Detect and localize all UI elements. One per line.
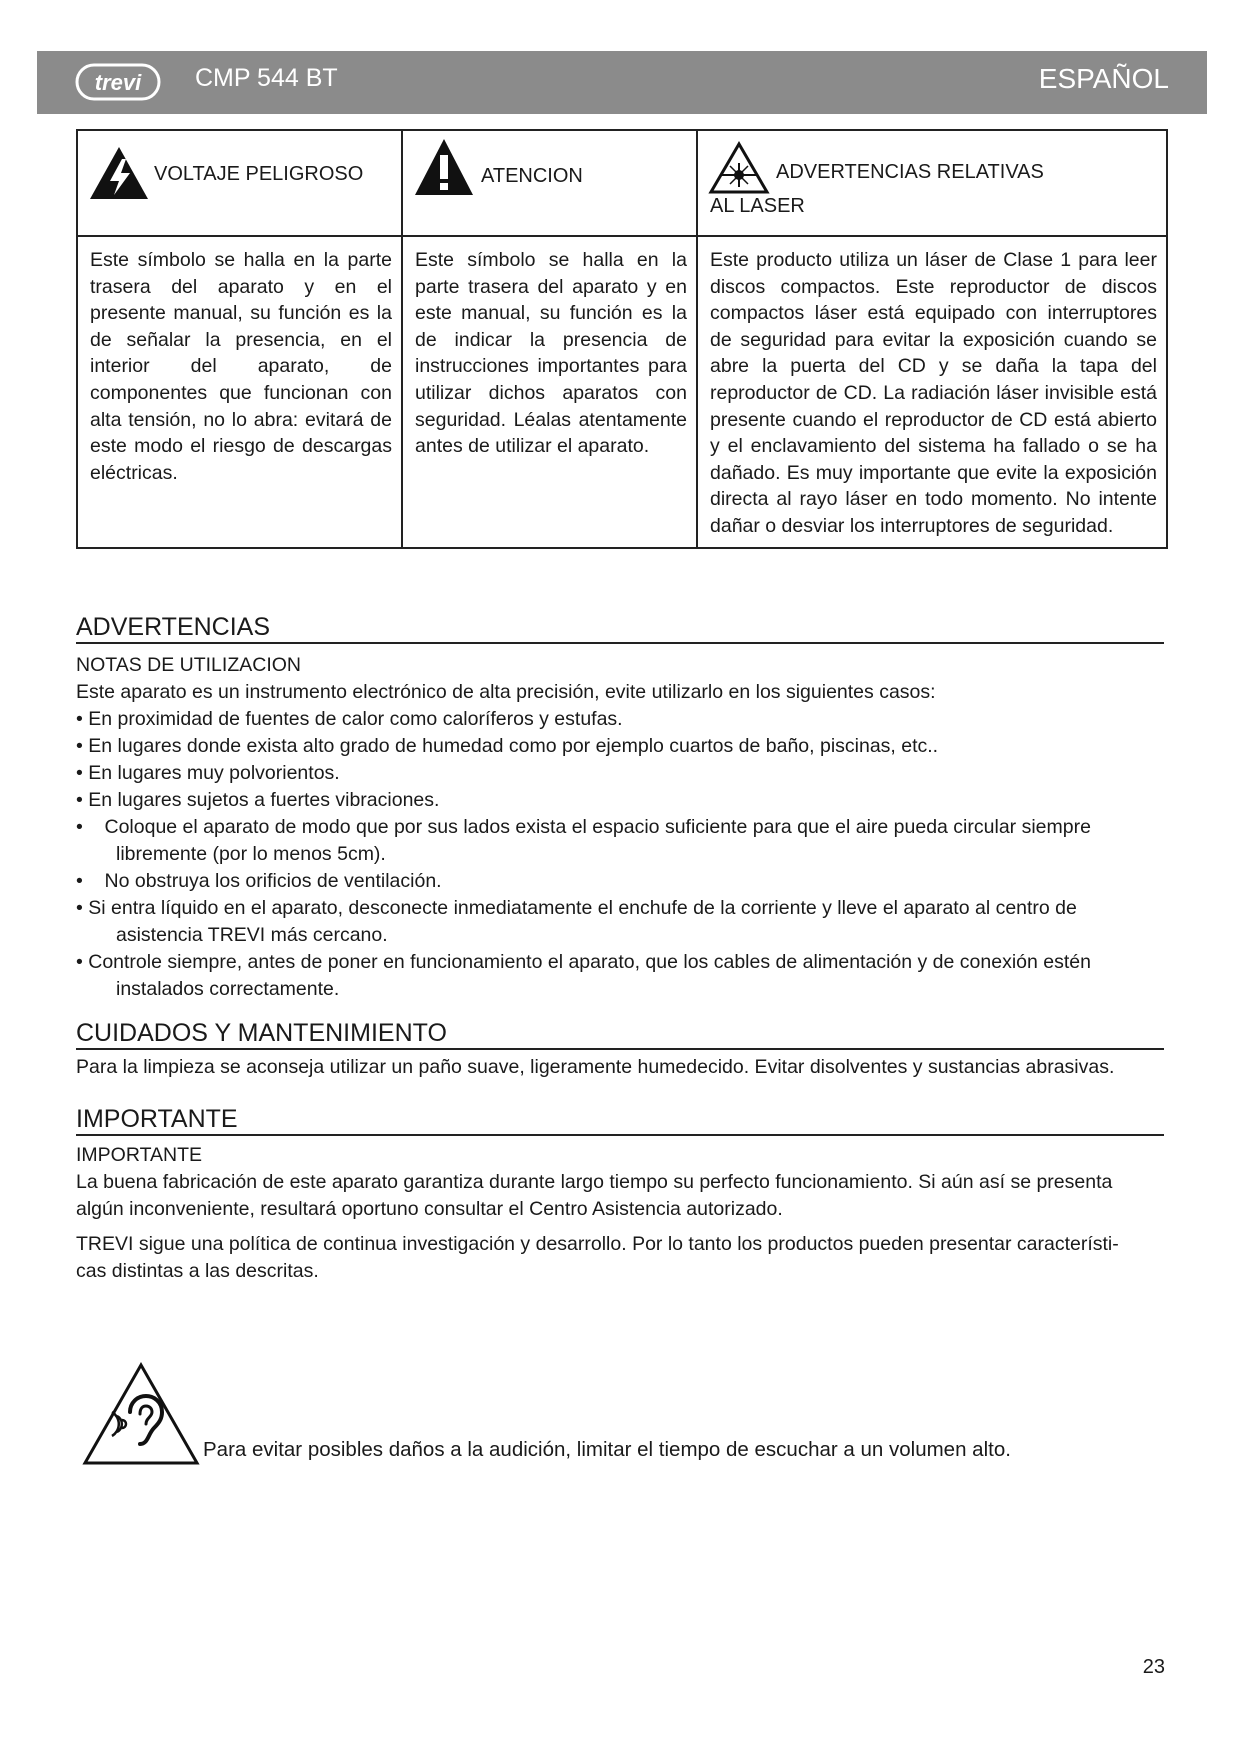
importante-subtitle: IMPORTANTE xyxy=(76,1144,203,1166)
hearing-warning-icon xyxy=(82,1362,200,1466)
list-item-continuation: libremente (por lo menos 5cm). xyxy=(116,843,386,865)
voltage-header-cell xyxy=(77,130,402,236)
exclamation-icon xyxy=(413,137,475,199)
importante-heading: IMPORTANTE xyxy=(76,1104,1164,1136)
laser-icon xyxy=(708,141,770,195)
language-label: ESPAÑOL xyxy=(1038,63,1169,94)
advertencias-section xyxy=(76,652,1166,1003)
svg-text:trevi: trevi xyxy=(94,70,142,95)
voltage-title: VOLTAJE PELIGROSO xyxy=(154,163,364,185)
list-item: • No obstruya los orificios de ventilación. xyxy=(76,870,442,892)
importante-section xyxy=(76,1142,1166,1285)
trevi-logo xyxy=(75,63,161,101)
header-bar xyxy=(37,51,1207,114)
advertencias-heading: ADVERTENCIAS xyxy=(76,612,1164,644)
advertencias-subtitle: NOTAS DE UTILIZACION xyxy=(76,654,301,676)
list-item: • Controle siempre, antes de poner en funcionamiento el aparato, que los cables de alimentación y de conexión estén xyxy=(76,951,1091,973)
warning-table xyxy=(76,129,1168,549)
importante-paragraph-1-line-2: algún inconveniente, resultará oportuno consultar el Centro Asistencia autorizado. xyxy=(76,1198,783,1220)
laser-description: Este producto utiliza un láser de Clase 1 para leer discos compactos. Este reproductor de discos compactos láser está equipado con interruptores de seguridad para evitar la exposición cuando se abre la puerta del CD y se daña la tapa del reproductor de CD. La radiación láser invisible está presente cuando el reproductor de CD está abierto y el enclavamiento del sistema ha fallado o se ha dañado. Es muy importante que evite la exposición directa al rayo láser en todo momento. No intente dañar o desviar los interruptores de seguridad. xyxy=(697,236,1167,548)
cuidados-text: Para la limpieza se aconseja utilizar un paño suave, ligeramente humedecido. Evitar disolventes y sustancias abrasivas. xyxy=(76,1056,1115,1078)
list-item: • En proximidad de fuentes de calor como caloríferos y estufas. xyxy=(76,708,623,730)
list-item: • Coloque el aparato de modo que por sus lados exista el espacio suficiente para que el aire pueda circular siempre xyxy=(76,816,1091,838)
laser-title-line2: AL LASER xyxy=(710,195,805,217)
attention-title: ATENCION xyxy=(481,165,583,187)
importante-paragraph-2-line-2: cas distintas a las descritas. xyxy=(76,1260,319,1282)
importante-paragraph-2-line-1: TREVI sigue una política de continua investigación y desarrollo. Por lo tanto los productos pueden presentar característi- xyxy=(76,1233,1119,1255)
high-voltage-icon xyxy=(88,145,150,201)
laser-header-cell xyxy=(697,130,1167,236)
page-number: 23 xyxy=(1142,1656,1165,1678)
attention-description: Este símbolo se halla en la parte trasera del aparato y en este manual, su función es la de indicar la presencia de instrucciones importantes para utilizar dichos aparatos con seguridad. Léalas atentamente antes de utilizar el aparato. xyxy=(402,236,697,548)
model-name: CMP 544 BT xyxy=(195,64,338,92)
cuidados-heading: CUIDADOS Y MANTENIMIENTO xyxy=(76,1018,1164,1050)
advertencias-intro: Este aparato es un instrumento electrónico de alta precisión, evite utilizarlo en los siguientes casos: xyxy=(76,681,936,703)
laser-title: ADVERTENCIAS RELATIVAS xyxy=(776,161,1044,183)
list-item-continuation: asistencia TREVI más cercano. xyxy=(116,924,388,946)
list-item: • En lugares donde exista alto grado de humedad como por ejemplo cuartos de baño, piscinas, etc.. xyxy=(76,735,939,757)
list-item-continuation: instalados correctamente. xyxy=(116,978,340,1000)
hearing-warning-text: Para evitar posibles daños a la audición, limitar el tiempo de escuchar a un volumen alto. xyxy=(203,1438,1011,1461)
list-item: • En lugares sujetos a fuertes vibraciones. xyxy=(76,789,440,811)
list-item: • Si entra líquido en el aparato, desconecte inmediatamente el enchufe de la corriente y lleve el aparato al centro de xyxy=(76,897,1077,919)
list-item: • En lugares muy polvorientos. xyxy=(76,762,340,784)
attention-header-cell xyxy=(402,130,697,236)
importante-paragraph-1-line-1: La buena fabricación de este aparato garantiza durante largo tiempo su perfecto funcionamiento. Si aún así se presenta xyxy=(76,1171,1113,1193)
voltage-description: Este símbolo se halla en la parte trasera del aparato y en el presente manual, su función es la de señalar la presencia, en el interior del aparato, de componentes que funcionan con alta tensión, no lo abra: evitará de este modo el riesgo de descargas eléctricas. xyxy=(77,236,402,548)
